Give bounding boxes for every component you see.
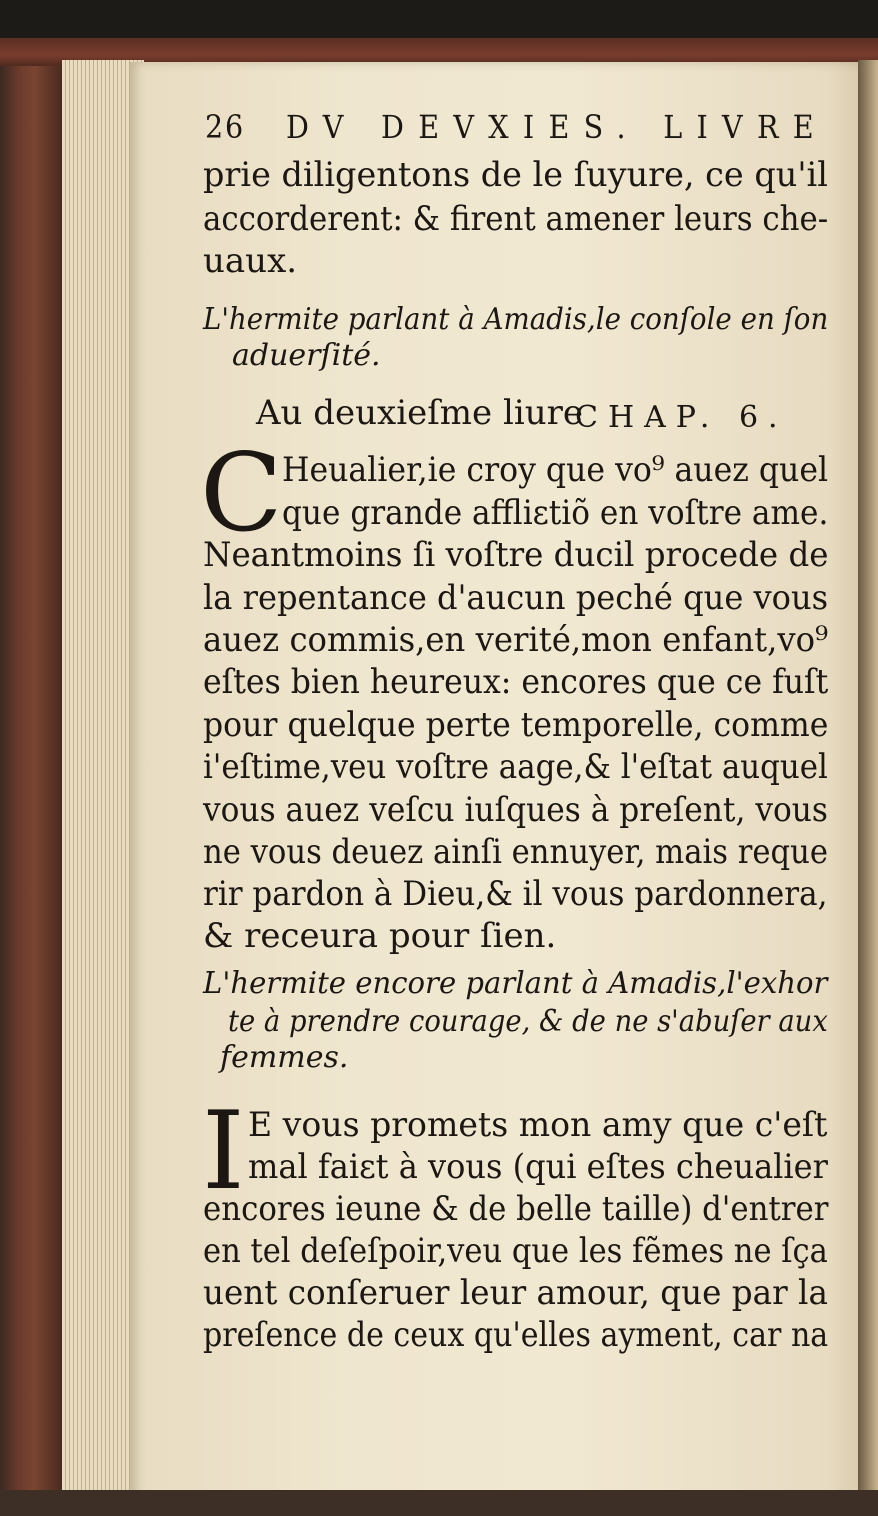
section-heading: femmes.	[220, 1040, 349, 1075]
page-number: 26	[205, 108, 245, 146]
text-line: prie diligentons de le ſuyure, ce qu'il	[203, 155, 828, 195]
text-line: Heualier,ie croy que vo⁹ auez quel	[282, 450, 829, 490]
text-line: que grande affliɛtiõ en voſtre ame.	[282, 493, 829, 533]
section-heading: L'hermite parlant à Amadis,le conſole en ſon	[203, 302, 829, 337]
book-cover	[0, 40, 62, 1516]
text-line: en tel deſeſpoir,veu que les fẽmes ne ſça	[203, 1231, 828, 1271]
text-line: uaux.	[203, 241, 298, 281]
text-line: accorderent: & firent amener leurs che-	[203, 199, 829, 239]
text-line: E vous promets mon amy que c'eſt	[248, 1105, 828, 1145]
section-heading: L'hermite encore parlant à Amadis,l'exhor	[203, 966, 828, 1001]
text-line: encores ieune & de belle taille) d'entrer	[203, 1189, 829, 1229]
running-title: DV DEVXIES. LIVRE	[286, 108, 828, 146]
text-line: rir pardon à Dieu,& il vous pardonnera,	[203, 874, 828, 914]
text-line: & receura pour ſien.	[203, 916, 557, 956]
text-line: Neantmoins ſi voſtre ducil procede de	[203, 535, 829, 575]
text-line: eſtes bien heureux: encores que ce fuſt	[203, 662, 829, 702]
section-heading: aduerſité.	[232, 338, 381, 373]
running-header	[205, 108, 828, 146]
chapter-number: CHAP. 6.	[575, 400, 788, 435]
text-line: mal faiɛt à vous (qui eſtes cheualier	[248, 1147, 828, 1187]
chapter-label: Au deuxieſme liure	[256, 393, 583, 433]
background	[0, 0, 878, 42]
text-line: preſence de ceux qu'elles ayment, car na	[203, 1315, 829, 1355]
text-line: ne vous deuez ainſi ennuyer, mais reque	[203, 832, 828, 872]
text-line: uent conſeruer leur amour, que par la	[203, 1273, 828, 1313]
drop-cap: C	[200, 431, 283, 556]
text-line: la repentance d'aucun peché que vous	[203, 578, 829, 618]
text-line: i'eſtime,veu voſtre aage,& l'eſtat auquel	[203, 747, 828, 787]
text-line: auez commis,en verité,mon enfant,vo⁹	[203, 620, 829, 660]
facing-page-edge	[858, 60, 878, 1516]
drop-cap: I	[202, 1089, 245, 1214]
section-heading: te à prendre courage, & de ne s'abuſer aux	[228, 1004, 828, 1039]
bottom-edge	[0, 1490, 878, 1516]
text-line: pour quelque perte temporelle, comme	[203, 705, 829, 745]
text-line: vous auez veſcu iuſques à preſent, vous	[203, 790, 828, 830]
